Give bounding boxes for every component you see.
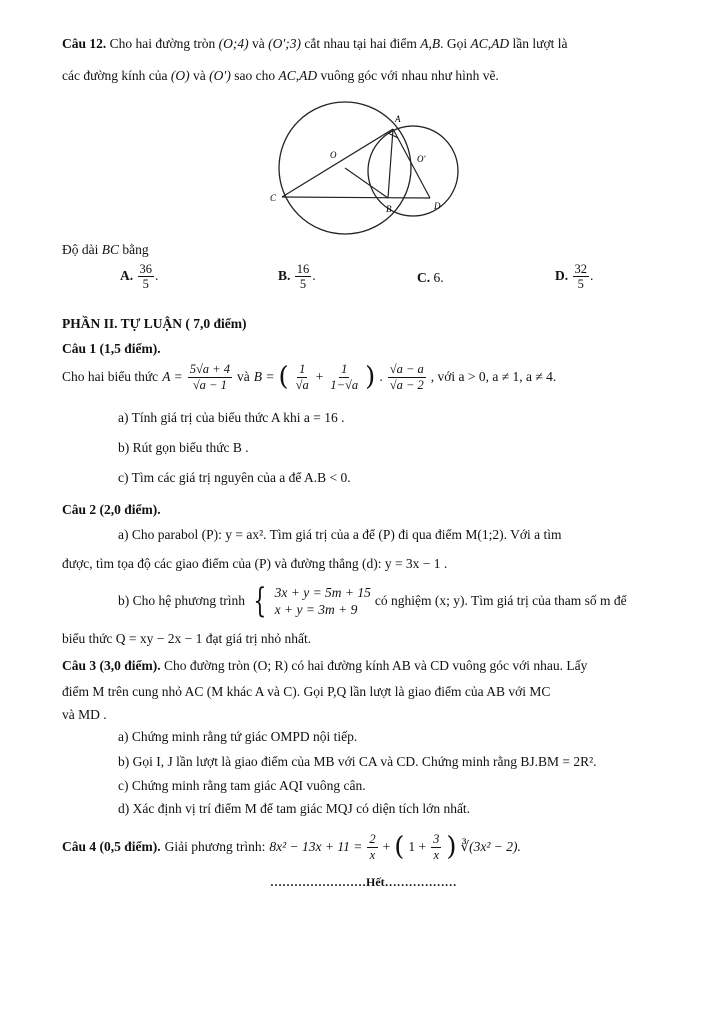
cau2-label: Câu 2 (2,0 điểm). <box>62 502 161 517</box>
circle-o-prime <box>368 126 458 216</box>
label-d: D <box>434 201 441 211</box>
text: vuông góc với nhau như hình vẽ. <box>320 68 499 83</box>
line-ob <box>345 168 388 198</box>
cau3-label: Câu 3 (3,0 điểm). <box>62 658 161 673</box>
denominator: √a <box>295 377 309 392</box>
plus: + <box>315 369 324 384</box>
cau4-label: Câu 4 (0,5 điểm). <box>62 839 161 854</box>
line-ac <box>282 129 393 197</box>
cau2-b <box>118 581 627 621</box>
fraction <box>138 262 155 292</box>
line-cd <box>282 197 430 198</box>
numerator: √a − a <box>389 362 424 377</box>
option-a: A. $\frac{36}{5}$ . <box>120 262 159 292</box>
denominator: √a − 1 <box>192 377 227 392</box>
numerator: 1 <box>341 362 348 377</box>
denominator: 1−√a <box>330 377 359 392</box>
math: (O′;3) <box>268 36 302 51</box>
fraction <box>431 832 441 862</box>
cau4: Câu 4 (0,5 điểm). Giải phương trình: 8x² − 13x + 11 = $\frac{2}{x}$ + ( 1 + $\frac{3}{x}$ ) ∛(3x² − 2). <box>62 832 521 862</box>
text: b) Cho hệ phương trình <box>118 593 245 608</box>
denominator: 5 <box>577 277 584 292</box>
denominator: √a − 2 <box>389 377 424 392</box>
text: sao cho <box>234 68 276 83</box>
numerator: 1 <box>299 362 306 377</box>
condition: , với a > 0, a ≠ 1, a ≠ 4. <box>430 369 557 384</box>
math: (O′) <box>209 68 231 83</box>
math: A = <box>162 369 183 384</box>
text: . Gọi <box>440 36 468 51</box>
math: (O;4) <box>218 36 249 51</box>
text: Giải phương trình: <box>164 839 266 854</box>
end-marker: ……………………Hết……………… <box>270 875 457 889</box>
label-a: A <box>395 114 401 124</box>
math: AC,AD <box>470 36 510 51</box>
text: và <box>251 36 265 51</box>
equation-system <box>275 584 371 618</box>
numerator: 32 <box>574 262 587 276</box>
cau3-a: a) Chứng minh rằng tứ giác OMPD nội tiếp. <box>118 729 358 744</box>
cau3-d: d) Xác định vị trí điểm M để tam giác MQJ có diện tích lớn nhất. <box>118 801 471 816</box>
label-o-prime: O′ <box>417 154 426 164</box>
cau2-b2: biểu thức Q = xy − 2x − 1 đạt giá trị nhỏ nhất. <box>62 631 312 646</box>
text: lần lượt là <box>512 36 568 51</box>
fraction-a <box>188 362 232 392</box>
math: 8x² − 13x + 11 = <box>269 839 363 854</box>
cau12-label: Câu 12. <box>62 36 107 51</box>
cau3-c: c) Chứng minh rằng tam giác AQI vuông cân. <box>118 778 366 793</box>
cau3-line1 <box>62 658 587 674</box>
option-letter: D. <box>555 267 569 283</box>
option-c <box>417 270 444 286</box>
text: các đường kính của <box>62 68 168 83</box>
cau2-a1: a) Cho parabol (P): y = ax². Tìm giá trị của a để (P) đi qua điểm M(1;2). Với a tìm <box>118 527 562 542</box>
math: A,B <box>420 36 441 51</box>
paren-right: ) <box>446 832 457 862</box>
numerator: 16 <box>296 262 310 276</box>
fraction <box>367 832 377 862</box>
cau2-a2: được, tìm tọa độ các giao điểm của (P) và đường thẳng (d): y = 3x − 1 . <box>62 556 448 571</box>
equation-1: 3x + y = 5m + 15 <box>274 585 371 600</box>
cau3-line3: và MD . <box>62 707 107 722</box>
fraction <box>295 262 312 292</box>
brace: { <box>253 581 267 621</box>
cau12-line2 <box>62 68 499 84</box>
text: cắt nhau tại hai điểm <box>304 36 417 51</box>
part2-title: PHẦN II. TỰ LUẬN ( 7,0 điểm) <box>62 316 247 331</box>
numerator: 36 <box>139 262 152 276</box>
math: AC,AD <box>278 68 318 83</box>
plus: + <box>382 839 391 854</box>
numerator: 5√a + 4 <box>189 362 230 377</box>
text: Cho hai đường tròn <box>109 36 216 51</box>
text: bằng <box>122 242 149 257</box>
cau1-label: Câu 1 (1,5 điểm). <box>62 341 161 356</box>
paren-left: ( <box>394 832 405 862</box>
option-value: 6. <box>433 270 444 285</box>
math: ∛(3x² − 2). <box>460 839 521 854</box>
paren-left: ( <box>278 362 289 392</box>
cau1-expressions <box>62 362 556 392</box>
text: Cho hai biểu thức <box>62 369 159 384</box>
dot: . <box>379 369 383 384</box>
numerator: 3 <box>433 832 440 847</box>
denominator: x <box>433 847 439 862</box>
cau3-b: b) Gọi I, J lần lượt là giao điểm của MB với CA và CD. Chứng minh rằng BJ.BM = 2R². <box>118 754 597 769</box>
equation-2: x + y = 3m + 9 <box>274 602 358 617</box>
denominator: 5 <box>299 277 307 292</box>
math: BC <box>101 242 120 257</box>
cau12-question <box>62 242 149 258</box>
math: B = <box>253 369 275 384</box>
option-d: D. $\frac{32}{5}$ . <box>555 262 594 292</box>
fraction <box>328 362 360 392</box>
geometry-figure <box>260 100 460 250</box>
line-ab <box>388 129 393 198</box>
fraction <box>573 262 590 292</box>
option-letter: A. <box>120 267 134 283</box>
label-o: O <box>330 150 337 160</box>
text: có nghiệm (x; y). Tìm giá trị của tham số m để <box>374 593 627 608</box>
denominator: 5 <box>142 277 149 292</box>
label-c: C <box>270 193 277 203</box>
math: (O) <box>170 68 190 83</box>
cau1-b: b) Rút gọn biểu thức B . <box>118 440 249 455</box>
fraction <box>388 362 426 392</box>
paren-right: ) <box>365 362 376 392</box>
cau1-a: a) Tính giá trị của biểu thức A khi a = 16 . <box>118 410 345 425</box>
cau3-line2: điểm M trên cung nhỏ AC (M khác A và C). Gọi P,Q lần lượt là giao điểm của AB với MC <box>62 684 551 699</box>
numerator: 2 <box>369 832 376 847</box>
text: Độ dài <box>62 242 99 257</box>
fraction <box>294 362 311 392</box>
text: và <box>236 369 250 384</box>
option-letter: C. <box>417 270 431 285</box>
text: và <box>193 68 206 83</box>
label-b: B <box>386 204 392 214</box>
option-letter: B. <box>278 267 291 283</box>
cau12-line1 <box>62 36 567 52</box>
option-b: B. $\frac{16}{5}$ . <box>278 262 316 292</box>
text: Cho đường tròn (O; R) có hai đường kính AB và CD vuông góc với nhau. Lấy <box>164 658 588 673</box>
cau1-c: c) Tìm các giá trị nguyên của a để A.B < 0. <box>118 470 351 485</box>
denominator: x <box>369 847 376 862</box>
